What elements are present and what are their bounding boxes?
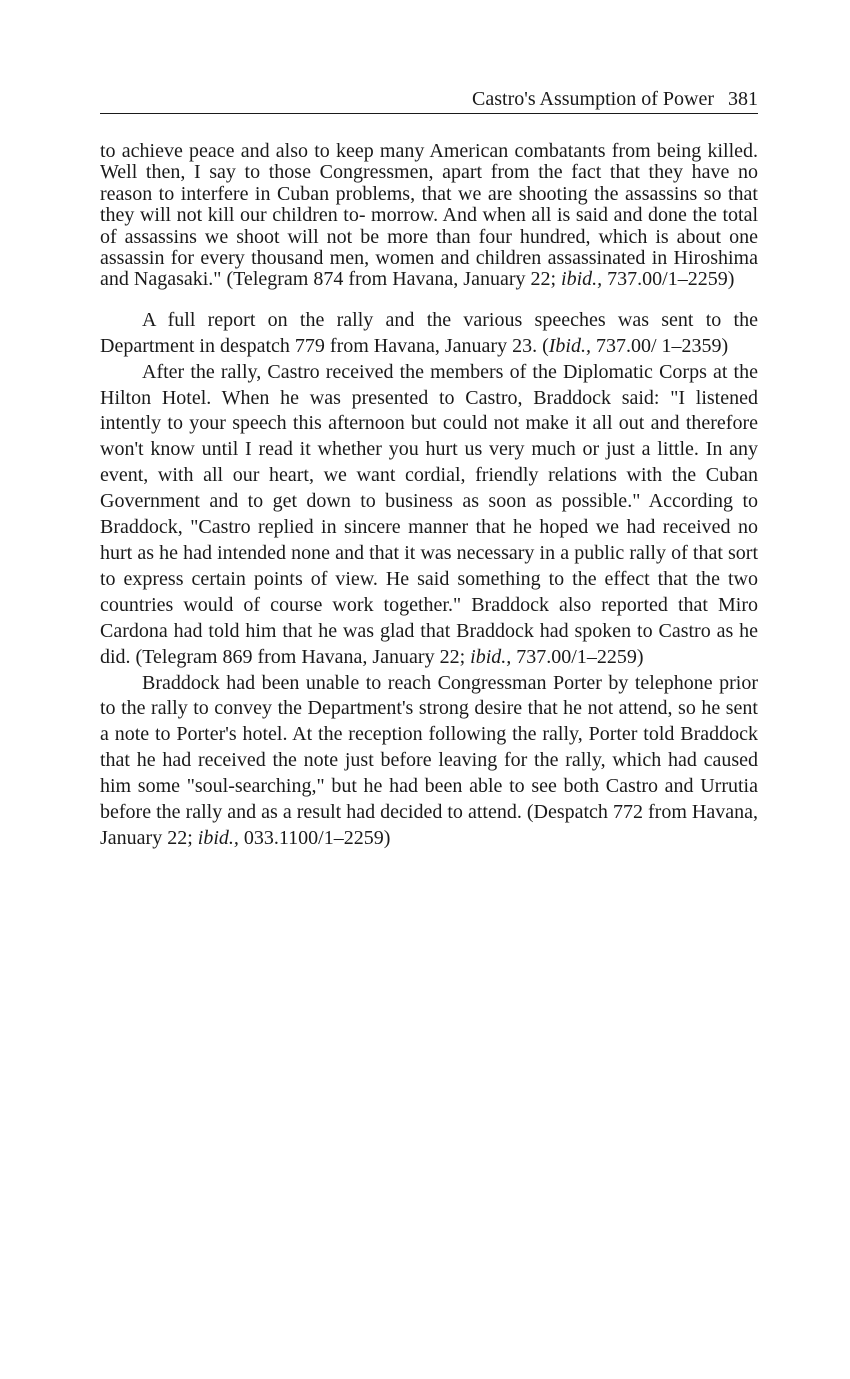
citation-ref: 737.00/1–2259): [511, 645, 644, 668]
ibid-citation: Ibid.,: [548, 334, 591, 357]
running-header: [100, 86, 758, 114]
page-number: 381: [728, 88, 758, 110]
paragraph-text: Braddock had been unable to reach Congressman Porter by telephone prior to the rally to convey the Department's strong desire that he not attend, so he sent a note to Porter's hotel. At the reception following the rally, Porter told Braddock that he had received the note just before leaving for the rally, which had caused him some "soul-searching," but he had been able to see both Castro and Urrutia before the rally and as a result had decided to attend. (Despatch 772 from Havana, January 22;: [100, 671, 758, 849]
citation-ref: 033.1100/1–2259): [238, 826, 391, 849]
citation-ref: 737.00/1–2259): [602, 268, 735, 291]
paragraph-text: A full report on the rally and the various speeches was sent to the Department in despatch 779 from Havana, January 23. (: [100, 308, 758, 357]
running-title: Castro's Assumption of Power: [472, 88, 714, 110]
ibid-citation: ibid.,: [470, 645, 512, 668]
quoted-passage: [100, 141, 758, 291]
body-text: [100, 141, 758, 852]
paragraph-text: After the rally, Castro received the members of the Diplomatic Corps at the Hilton Hotel. When he was presented to Castro, Braddock said: "I listened intently to your speech this afternoon but could not make it all out and therefore won't know until I read it whether you hurt us very much or just a little. In any event, with all our heart, we want cordial, friendly relations with the Cuban Government and to get down to business as soon as possible." According to Braddock, "Castro replied in sincere manner that he hoped we had received no hurt as he had intended none and that it was necessary in a public rally of that sort to express certain points of view. He said something to the effect that the two countries would of course work together." Braddock also reported that Miro Cardona had told him that he was glad that Braddock had spoken to Castro as he did. (Telegram 869 from Havana, January 22;: [100, 360, 758, 668]
paragraph-porter: [100, 671, 758, 852]
document-page: [100, 86, 758, 852]
citation-ref: 737.00/ 1–2359): [590, 334, 729, 357]
paragraph-reception: [100, 360, 758, 671]
quote-text: to achieve peace and also to keep many American combatants from being killed. Well then, I say to those Congressmen, apart from the fact that they have no reason to interfere in Cuban problems, that we are shooting the assassins so that they will not kill our children to- morrow. And when all is said and done the total of assassins we shoot will not be more than four hundred, which is about one assassin for every thousand men, women and children assassinated in Hiroshima and Nagasaki." (Telegram 874 from Havana, January 22;: [100, 140, 758, 291]
ibid-citation: ibid.,: [561, 268, 603, 291]
paragraph-report: [100, 308, 758, 360]
ibid-citation: ibid.,: [197, 826, 239, 849]
